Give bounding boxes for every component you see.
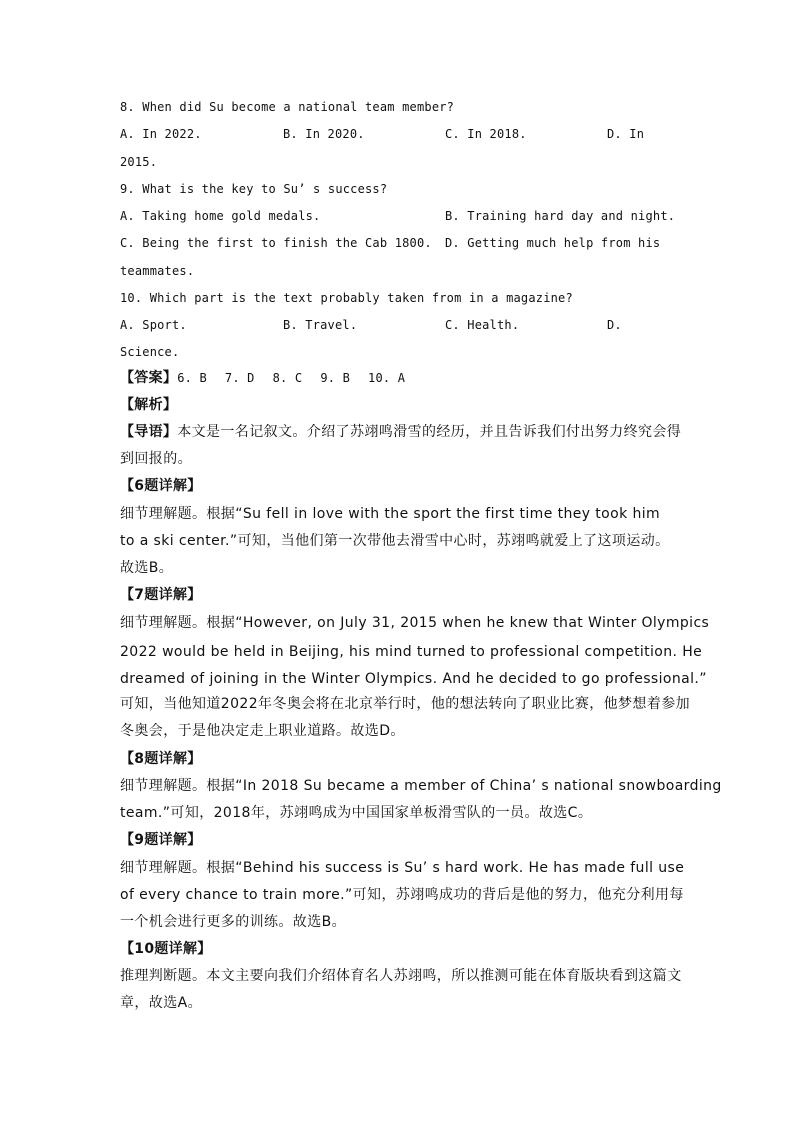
- detail-7-line: 细节理解题。根据“However, on July 31, 2015 when he knew that Winter Olympics: [120, 615, 710, 631]
- answer-item: 6. B: [177, 371, 207, 385]
- option-a: A. Taking home gold medals.: [120, 209, 321, 223]
- option-c: C. Being the first to finish the Cab 1800.: [120, 236, 432, 250]
- detail-6-line: to a ski center.”可知，当他们第一次带他去滑雪中心时，苏翊鸣就爱上了这项运动。: [120, 533, 670, 549]
- detail-10-title: 【10题详解】: [120, 941, 212, 957]
- intro-line-1: [120, 423, 680, 441]
- option-c: C. Health.: [445, 318, 520, 332]
- answer-label: 【答案】: [120, 370, 178, 386]
- intro-text: 本文是一名记叙文。介绍了苏翊鸣滑雪的经历，并且告诉我们付出努力终究会得: [177, 424, 682, 440]
- option-d: D. In: [607, 127, 645, 141]
- option-b: B. Training hard day and night.: [445, 209, 676, 223]
- detail-10-line: 推理判断题。本文主要向我们介绍体育名人苏翊鸣，所以推测可能在体育版块看到这篇文: [120, 968, 682, 984]
- detail-8-title: 【8题详解】: [120, 751, 202, 767]
- question-9-options-row2: [120, 234, 680, 252]
- question-10: 10. Which part is the text probably taken from in a magazine?: [120, 291, 573, 305]
- intro-line-2: 到回报的。: [120, 451, 192, 467]
- option-a: A. In 2022.: [120, 127, 202, 141]
- question-9: 9. What is the key to Su’ s success?: [120, 182, 388, 196]
- option-d-wrap: Science.: [120, 345, 180, 359]
- answer-item: 10. A: [368, 371, 406, 385]
- intro-label: 【导语】: [120, 424, 178, 440]
- detail-9-line: of every chance to train more.”可知，苏翊鸣成功的背后是他的努力，他充分利用每: [120, 887, 684, 903]
- option-d: D. Getting much help from his: [445, 236, 661, 250]
- question-10-options: [120, 316, 680, 334]
- question-9-options-row1: [120, 207, 680, 225]
- detail-7-line: 2022 would be held in Beijing, his mind turned to professional competition. He: [120, 644, 703, 660]
- option-b: B. Travel.: [283, 318, 358, 332]
- detail-10-line: 章，故选A。: [120, 995, 202, 1011]
- option-d: D.: [607, 318, 622, 332]
- detail-9-line: 细节理解题。根据“Behind his success is Su’ s hard work. He has made full use: [120, 860, 685, 876]
- option-c: C. In 2018.: [445, 127, 527, 141]
- answer-item: 8. C: [272, 371, 303, 385]
- detail-7-line: 冬奥会，于是他决定走上职业道路。故选D。: [120, 723, 405, 739]
- detail-9-title: 【9题详解】: [120, 832, 202, 848]
- detail-9-line: 一个机会进行更多的训练。故选B。: [120, 914, 347, 930]
- detail-8-line: team.”可知，2018年，苏翊鸣成为中国国家单板滑雪队的一员。故选C。: [120, 805, 593, 821]
- option-b: B. In 2020.: [283, 127, 365, 141]
- answer-items: [177, 371, 423, 385]
- option-a: A. Sport.: [120, 318, 187, 332]
- option-d-wrap: 2015.: [120, 155, 158, 169]
- answer-key: [120, 369, 680, 387]
- detail-6-line: 细节理解题。根据“Su fell in love with the sport the first time they took him: [120, 506, 661, 522]
- detail-7-line: 可知，当他知道2022年冬奥会将在北京举行时，他的想法转向了职业比赛，他梦想着参加: [120, 696, 691, 712]
- detail-8-line: 细节理解题。根据“In 2018 Su became a member of China’ s national snowboarding: [120, 778, 722, 794]
- answer-item: 7. D: [224, 371, 255, 385]
- question-8-options: [120, 125, 680, 143]
- question-8: 8. When did Su become a national team member?: [120, 100, 455, 114]
- detail-7-line: dreamed of joining in the Winter Olympics. And he decided to go professional.”: [120, 671, 707, 687]
- analysis-heading: 【解析】: [120, 397, 178, 413]
- answer-item: 9. B: [320, 371, 351, 385]
- detail-7-title: 【7题详解】: [120, 587, 202, 603]
- detail-6-line: 故选B。: [120, 560, 174, 576]
- option-d-wrap: teammates.: [120, 264, 195, 278]
- detail-6-title: 【6题详解】: [120, 478, 202, 494]
